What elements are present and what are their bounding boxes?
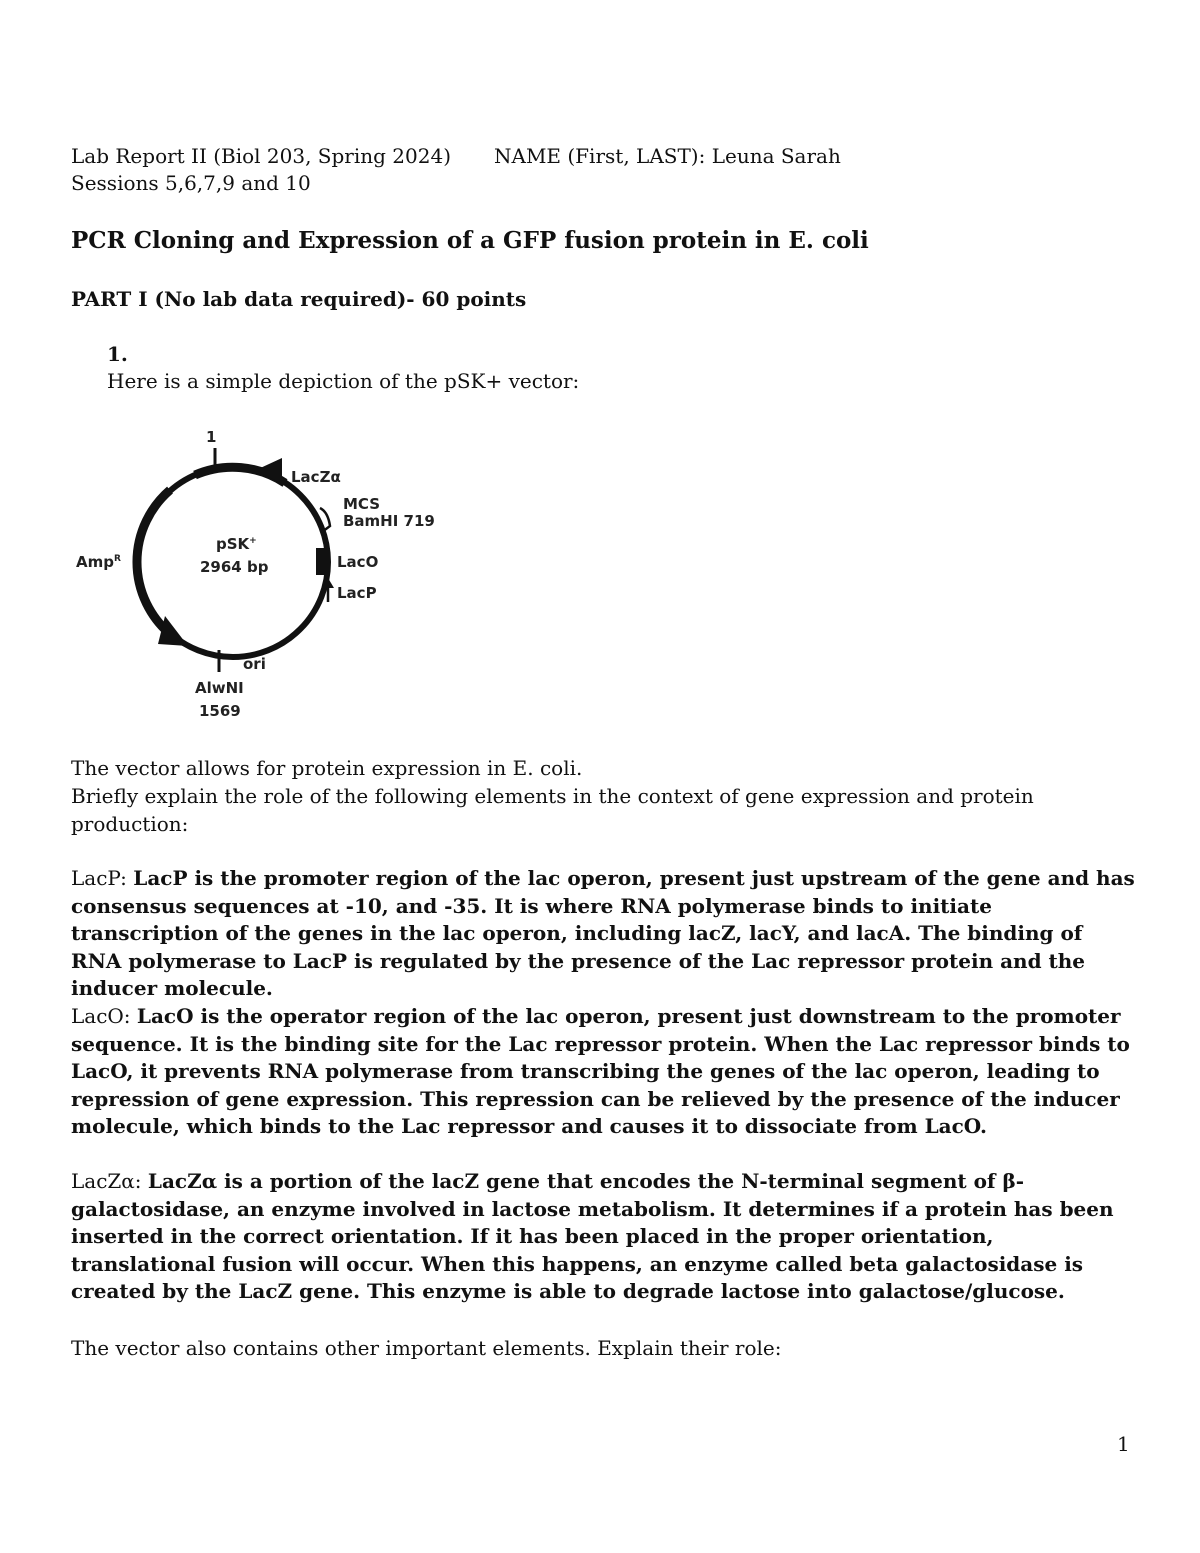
question-number: 1. (107, 342, 128, 366)
student-name: NAME (First, LAST): Leuna Sarah (494, 144, 841, 168)
lacz-paragraph (71, 1168, 1136, 1306)
other-elements-prompt: The vector also contains other important elements. Explain their role: (71, 1336, 782, 1360)
laco-answer: LacO is the operator region of the lac operon, present just downstream to the promoter sequence. It is the binding site for the Lac repressor protein. When the Lac repressor binds to LacO, it prevents RNA polymerase from transcribing the genes of the lac operon, leading to repression of gene expression. This repression can be relieved by the presence of the inducer molecule, which binds to the Lac repressor and causes it to dissociate from LacO. (71, 1004, 1130, 1138)
plasmid-size: 2964 bp (200, 558, 269, 576)
lacp-paragraph (71, 865, 1136, 1003)
course-header: Lab Report II (Biol 203, Spring 2024) (71, 144, 451, 168)
bamhi-label: BamHI 719 (343, 512, 435, 530)
intro-line-2: Briefly explain the role of the following elements in the context of gene expression and protein production: (71, 784, 1034, 836)
page-number: 1 (1117, 1432, 1130, 1456)
intro-line-1: The vector allows for protein expression in E. coli. (71, 756, 583, 780)
plasmid-name: pSK+ (216, 535, 257, 553)
lacz-label-text: LacZα: (71, 1169, 148, 1193)
question-prompt: Here is a simple depiction of the pSK+ vector: (107, 369, 580, 393)
part-heading: PART I (No lab data required)- 60 points (71, 287, 527, 311)
sessions-line: Sessions 5,6,7,9 and 10 (71, 171, 311, 195)
lacz-arrowhead (256, 458, 282, 484)
page-title: PCR Cloning and Expression of a GFP fusion protein in E. coli (71, 227, 869, 254)
mcs-label: MCS (343, 495, 381, 513)
ampr-label: Amp$^R$ (76, 553, 121, 571)
pos1-label: 1 (206, 428, 217, 446)
alwni-label: AlwNI (195, 679, 244, 697)
ori-label: ori (243, 655, 266, 673)
alwni-pos-label: 1569 (199, 702, 241, 720)
lacz-label: LacZα (291, 468, 341, 486)
lacz-answer: LacZα is a portion of the lacZ gene that encodes the N-terminal segment of β-galactosidase, an enzyme involved in lactose metabolism. It determines if a protein has been inserted in the correct orientation. If it has been placed in the proper orientation, translational fusion will occur. When this happens, an enzyme called beta galactosidase is created by the LacZ gene. This enzyme is able to degrade lactose into galactose/glucose. (71, 1169, 1114, 1303)
plasmid-map (70, 420, 450, 730)
laco-box (316, 548, 330, 575)
ampr-arc (137, 490, 170, 634)
lacp-label: LacP (337, 584, 377, 602)
lacp-answer: LacP is the promoter region of the lac operon, present just upstream of the gene and has consensus sequences at -10, and -35. It is where RNA polymerase binds to initiate transcription of the genes in the lac operon, including lacZ, lacY, and lacA. The binding of RNA polymerase to LacP is regulated by the presence of the Lac repressor protein and the inducer molecule. (71, 866, 1135, 1000)
laco-label: LacO (337, 553, 379, 571)
lacp-label-text: LacP: (71, 866, 134, 890)
laco-label-text: LacO: (71, 1004, 137, 1028)
laco-paragraph (71, 1003, 1136, 1141)
